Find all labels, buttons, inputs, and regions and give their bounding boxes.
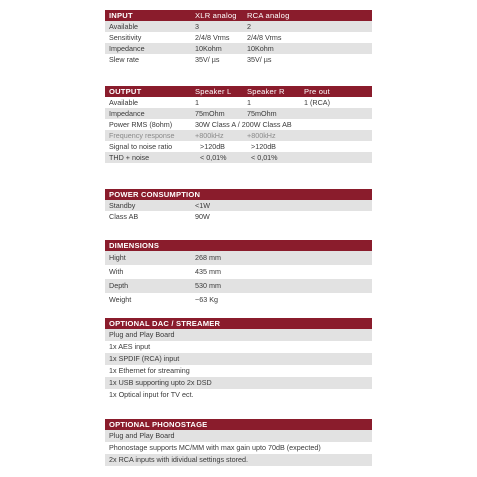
output-title: OUTPUT (109, 87, 142, 96)
table-row (105, 119, 372, 130)
power-header (105, 189, 372, 200)
list-item-text: Phonostage supports MC/MM with max gain upto 70dB (expected) (109, 443, 321, 452)
row-label: THD + noise (109, 153, 150, 162)
phono-title: OPTIONAL PHONOSTAGE (109, 420, 208, 429)
dimensions-section (105, 240, 372, 307)
row-value: 75mOhm (195, 109, 225, 118)
row-value: 90W (195, 212, 210, 221)
row-value: 268 mm (195, 253, 221, 262)
dimensions-title: DIMENSIONS (109, 241, 160, 250)
dimensions-header (105, 240, 372, 251)
row-value: 35V/ µs (195, 55, 220, 64)
list-item (105, 430, 372, 442)
list-item (105, 389, 372, 401)
dac-header (105, 318, 372, 329)
table-row (105, 279, 372, 293)
list-item-text: Plug and Play Board (109, 431, 175, 440)
row-label: Class AB (109, 212, 139, 221)
table-row (105, 21, 372, 32)
row-value: 3 (195, 22, 199, 31)
row-value: 1 (RCA) (304, 98, 330, 107)
list-item (105, 341, 372, 353)
input-col-rca: RCA analog (247, 11, 290, 20)
row-value: 530 mm (195, 281, 221, 290)
row-label: Sensitivity (109, 33, 142, 42)
list-item (105, 454, 372, 466)
row-label: Depth (109, 281, 129, 290)
table-row (105, 211, 372, 222)
list-item-text: 1x USB supporting upto 2x DSD (109, 378, 212, 387)
row-value: +800kHz (247, 131, 276, 140)
row-value: 435 mm (195, 267, 221, 276)
input-header (105, 10, 372, 21)
row-label: Available (109, 98, 139, 107)
table-row (105, 43, 372, 54)
row-label: Impedance (109, 44, 145, 53)
row-label: Weight (109, 295, 132, 304)
table-row (105, 130, 372, 141)
list-item (105, 377, 372, 389)
list-item (105, 329, 372, 341)
row-value: ~63 Kg (195, 295, 218, 304)
list-item-text: 2x RCA inputs with idividual settings stored. (109, 455, 249, 464)
row-value: 2/4/8 Vrms (247, 33, 282, 42)
list-item-text: 1x AES input (109, 342, 151, 351)
table-row (105, 97, 372, 108)
row-value: 75mOhm (247, 109, 277, 118)
row-label: With (109, 267, 124, 276)
power-section (105, 189, 372, 222)
table-row (105, 293, 372, 307)
list-item-text: 1x Ethernet for streaming (109, 366, 190, 375)
row-label: Available (109, 22, 139, 31)
list-item (105, 353, 372, 365)
phono-section (105, 419, 372, 466)
row-value: >120dB (251, 142, 276, 151)
output-col-pre-out: Pre out (304, 87, 330, 96)
table-row (105, 54, 372, 65)
row-label: Frequency response (109, 131, 175, 140)
list-item-text: Plug and Play Board (109, 330, 175, 339)
row-value: 10Kohm (247, 44, 274, 53)
row-value: +800kHz (195, 131, 224, 140)
table-row (105, 251, 372, 265)
list-item-text: 1x Optical input for TV ect. (109, 390, 194, 399)
output-header (105, 86, 372, 97)
row-value: < 0,01% (200, 153, 227, 162)
row-value: 2 (247, 22, 251, 31)
row-label: Hight (109, 253, 126, 262)
row-value: 10Kohm (195, 44, 222, 53)
row-label: Standby (109, 201, 136, 210)
list-item-text: 1x SPDIF (RCA) input (109, 354, 180, 363)
table-row (105, 32, 372, 43)
table-row (105, 265, 372, 279)
table-row (105, 141, 372, 152)
row-value: < 0,01% (251, 153, 278, 162)
row-value: >120dB (200, 142, 225, 151)
output-section (105, 86, 372, 163)
input-section (105, 10, 372, 65)
output-col-speaker-r: Speaker R (247, 87, 285, 96)
row-label: Impedance (109, 109, 145, 118)
power-title: POWER CONSUMPTION (109, 190, 201, 199)
row-value: 35V/ µs (247, 55, 272, 64)
output-col-speaker-l: Speaker L (195, 87, 232, 96)
row-value: <1W (195, 201, 210, 210)
table-row (105, 200, 372, 211)
row-label: Power RMS (8ohm) (109, 120, 173, 129)
list-item (105, 442, 372, 454)
table-row (105, 108, 372, 119)
phono-header (105, 419, 372, 430)
list-item (105, 365, 372, 377)
input-title: INPUT (109, 11, 133, 20)
row-value: 1 (195, 98, 199, 107)
row-label: Signal to noise ratio (109, 142, 173, 151)
input-col-xlr: XLR analog (195, 11, 237, 20)
dac-title: OPTIONAL DAC / STREAMER (109, 319, 221, 328)
row-label: Slew rate (109, 55, 139, 64)
table-row (105, 152, 372, 163)
row-value: 30W Class A / 200W Class AB (195, 120, 292, 129)
dac-section (105, 318, 372, 401)
row-value: 1 (247, 98, 251, 107)
row-value: 2/4/8 Vrms (195, 33, 230, 42)
